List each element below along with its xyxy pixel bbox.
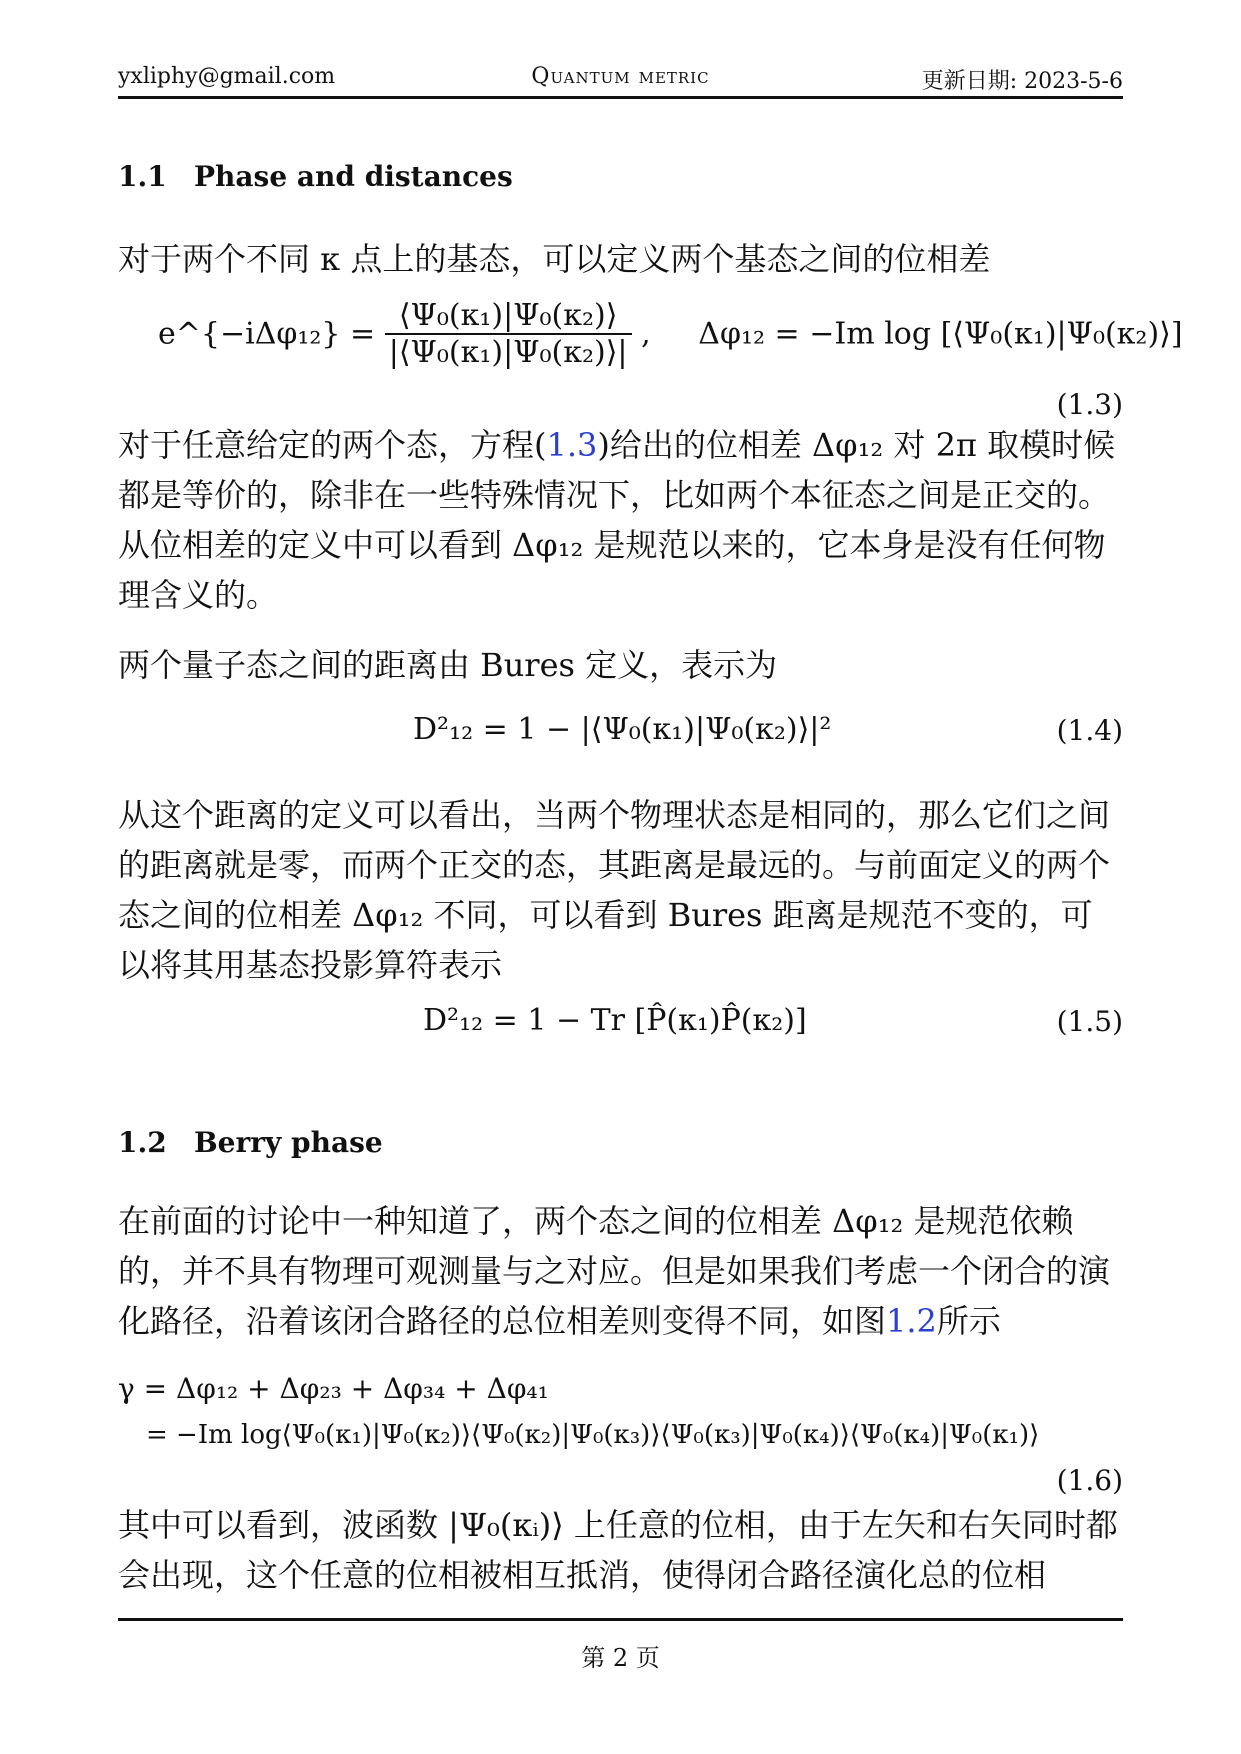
equation-ref-link[interactable]: 1.3	[546, 426, 598, 464]
eq13-lhs: e^{−iΔφ₁₂} =	[158, 316, 376, 352]
equation-1-5	[118, 1003, 1123, 1063]
section-heading-1-1	[118, 160, 513, 193]
page-number: 第 2 页	[581, 1644, 660, 1672]
paragraph-phase-difference: 对于两个不同 κ 点上的基态，可以定义两个基态之间的位相差	[118, 240, 991, 278]
eq13-label: (1.3)	[1056, 388, 1123, 421]
para2-text-after: )给出的位相差 Δφ₁₂ 对 2π 取模时候都是等价的，除非在一些特殊情况下，比如两个本征态之间是正交的。从位相差的定义中可以看到 Δφ₁₂ 是规范以来的，它本身是没有任何物理含义的。	[118, 426, 1116, 614]
footer-rule	[118, 1618, 1123, 1621]
eq15-label: (1.5)	[1056, 1005, 1123, 1038]
eq16-line2: = −Im log⟨Ψ₀(κ₁)|Ψ₀(κ₂)⟩⟨Ψ₀(κ₂)|Ψ₀(κ₃)⟩⟨Ψ₀(κ₃)|Ψ₀(κ₄)⟩⟨Ψ₀(κ₄)|Ψ₀(κ₁)⟩	[146, 1420, 1040, 1450]
section-heading-1-2	[118, 1126, 383, 1159]
para5-text-after: 所示	[936, 1302, 1001, 1340]
equation-1-6	[118, 1372, 1123, 1497]
section-title: Berry phase	[194, 1126, 383, 1159]
paragraph-phase-cancellation: 其中可以看到，波函数 |Ψ₀(κᵢ)⟩ 上任意的位相，由于左矢和右矢同时都会出现，这个任意的位相被相互抵消，使得闭合路径演化总的位相	[118, 1506, 1118, 1594]
header-date: 更新日期: 2023-5-6	[921, 69, 1123, 94]
header-title: Quantum metric	[531, 64, 710, 89]
eq14-body: D²₁₂ = 1 − |⟨Ψ₀(κ₁)|Ψ₀(κ₂)⟩|²	[413, 712, 832, 747]
equation-1-4	[118, 712, 1123, 762]
eq13-rhs: , Δφ₁₂ = −Im log [⟨Ψ₀(κ₁)|Ψ₀(κ₂)⟩]	[641, 316, 1183, 352]
eq16-line1: γ = Δφ₁₂ + Δφ₂₃ + Δφ₃₄ + Δφ₄₁	[118, 1372, 549, 1405]
eq13-denominator: |⟨Ψ₀(κ₁)|Ψ₀(κ₂)⟩|	[388, 335, 628, 370]
section-title: Phase and distances	[194, 160, 513, 193]
eq13-numerator: ⟨Ψ₀(κ₁)|Ψ₀(κ₂)⟩	[385, 298, 632, 335]
paragraph-gauge-dependence	[118, 420, 1123, 620]
eq15-body: D²₁₂ = 1 − Tr [P̂(κ₁)P̂(κ₂)]	[423, 1003, 807, 1038]
eq14-label: (1.4)	[1056, 714, 1123, 747]
paragraph-bures-distance: 从这个距离的定义可以看出，当两个物理状态是相同的，那么它们之间的距离就是零，而两个正交的态，其距离是最远的。与前面定义的两个态之间的位相差 Δφ₁₂ 不同，可以看到 Bures 距离是规范不变的，可以将其用基态投影算符表示	[118, 796, 1111, 984]
eq13-fraction	[385, 298, 632, 370]
running-header	[118, 58, 1123, 98]
equation-1-3	[118, 298, 1183, 421]
para2-text-before: 对于任意给定的两个态，方程(	[118, 426, 547, 464]
paragraph-bures-intro: 两个量子态之间的距离由 Bures 定义，表示为	[118, 646, 778, 684]
header-email: yxliphy@gmail.com	[118, 64, 336, 89]
eq16-label: (1.6)	[1056, 1464, 1123, 1497]
header-rule	[118, 96, 1123, 99]
para5-text-before: 在前面的讨论中一种知道了，两个态之间的位相差 Δφ₁₂ 是规范依赖的，并不具有物理可观测量与之对应。但是如果我们考虑一个闭合的演化路径，沿着该闭合路径的总位相差则变得不同，如图	[118, 1202, 1111, 1340]
section-number: 1.1	[118, 160, 167, 193]
figure-ref-link[interactable]: 1.2	[886, 1302, 937, 1340]
section-number: 1.2	[118, 1126, 167, 1159]
paragraph-closed-path	[118, 1196, 1123, 1346]
